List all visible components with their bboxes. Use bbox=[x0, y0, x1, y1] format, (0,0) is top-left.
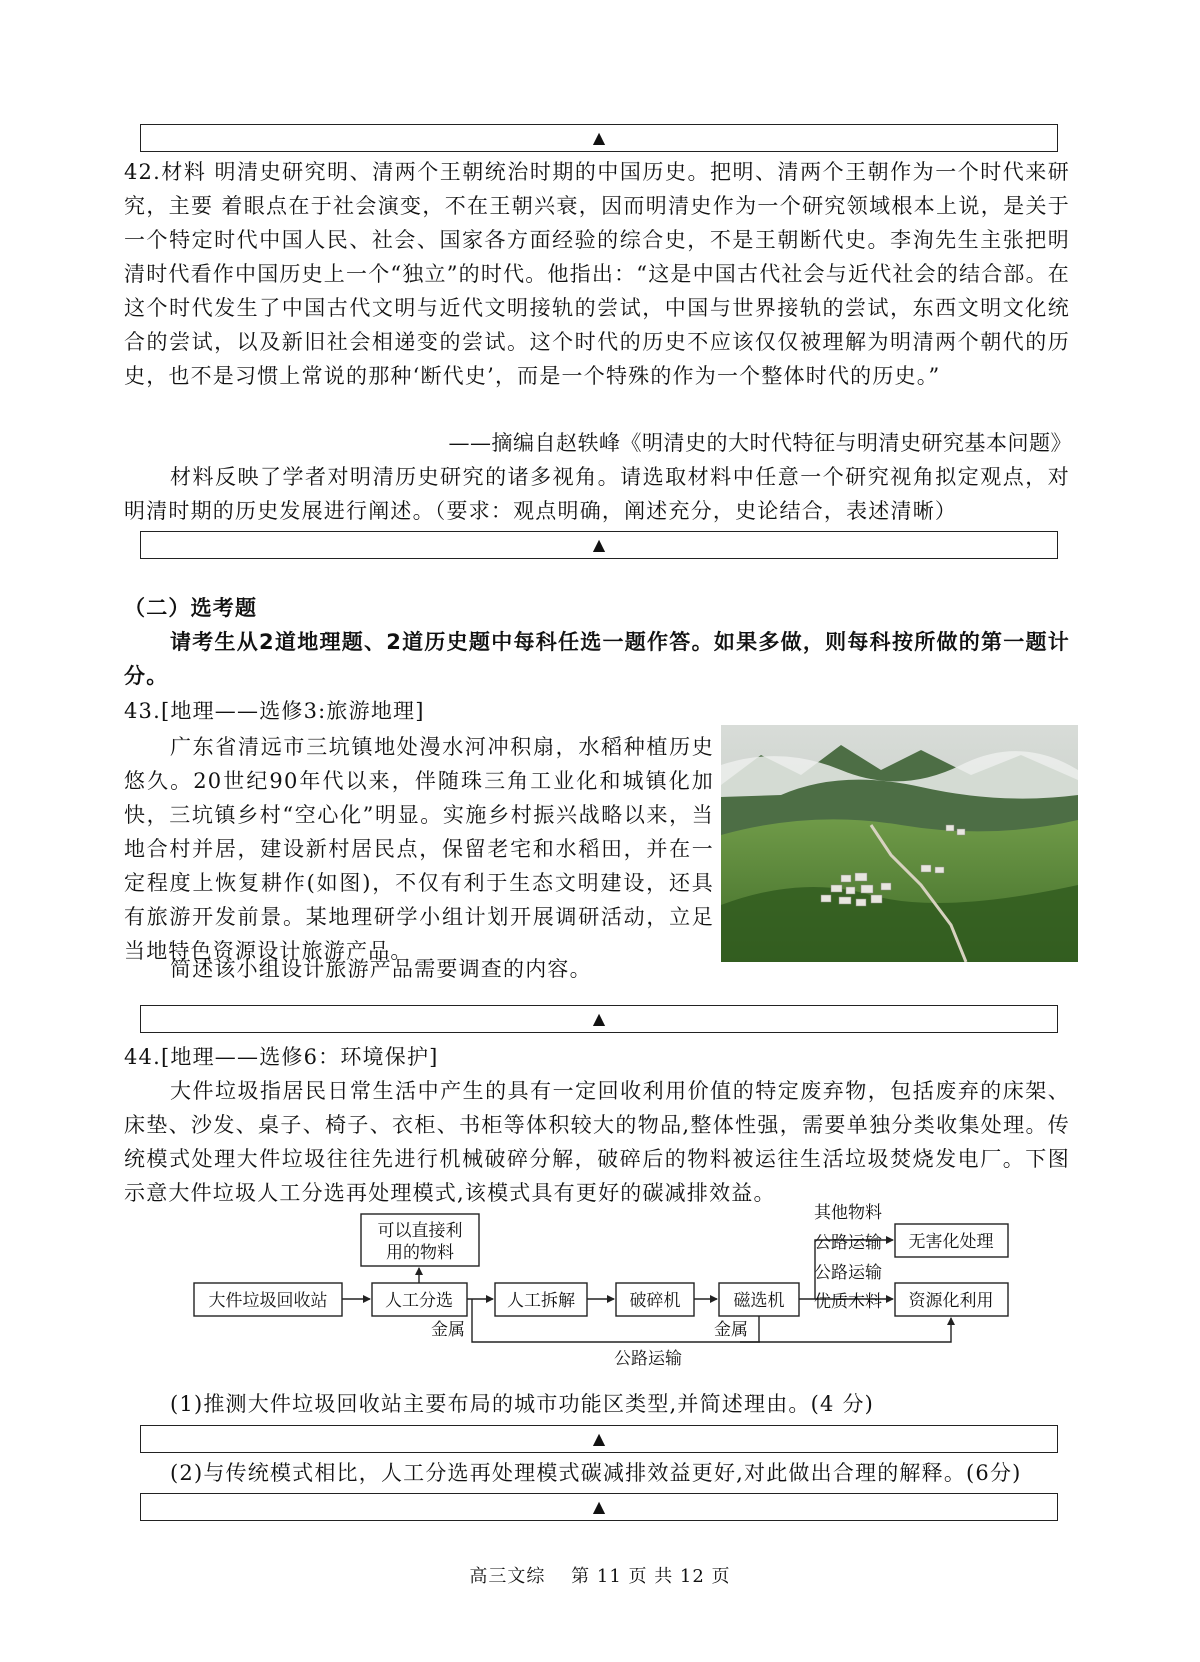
label-road-transport-2: 公路运输 bbox=[814, 1263, 882, 1283]
q43-body: 广东省清远市三坑镇地处漫水河冲积扇，水稻种植历史悠久。20世纪90年代以来，伴随珠三角工业化和城镇化加快，三坑镇乡村“空心化”明显。实施乡村振兴战略以来，当地合村并居，建设新村居民点，保留老宅和水稻田，并在一定程度上恢复耕作(如图)，不仅有利于生态文明建设，还具有旅游开发前景。某地理研学小组计划开展调研活动，立足当地特色资源设计旅游产品。 bbox=[124, 735, 714, 963]
q44-header: 44.[地理——选修6：环境保护] bbox=[124, 1045, 439, 1069]
section-title: （二）选考题 bbox=[124, 596, 258, 620]
answer-marker-icon: ▲ bbox=[592, 1497, 606, 1516]
label-metal-2: 金属 bbox=[714, 1320, 748, 1340]
node-harmless-label: 无害化处理 bbox=[908, 1232, 994, 1252]
section-instruction: 请考生从2道地理题、2道历史题中每科任选一题作答。如果多做，则每科按所做的第一题计分。 bbox=[124, 630, 1070, 688]
node-magnetic-label: 磁选机 bbox=[733, 1291, 785, 1311]
label-quality-wood: 优质木料 bbox=[814, 1292, 882, 1312]
q42-question: 材料反映了学者对明清历史研究的诸多视角。请选取材料中任意一个研究视角拟定观点，对明清时期的历史发展进行阐述。（要求：观点明确，阐述充分，史论结合，表述清晰） bbox=[124, 465, 1070, 523]
answer-marker-icon: ▲ bbox=[592, 1009, 606, 1028]
q44-body: 大件垃圾指居民日常生活中产生的具有一定回收利用价值的特定废弃物，包括废弃的床架、床垫、沙发、桌子、椅子、衣柜、书柜等体积较大的物品,整体性强，需要单独分类收集处理。传统模式处理大件垃圾往往先进行机械破碎分解，破碎后的物料被运往生活垃圾焚烧发电厂。下图示意大件垃圾人工分选再处理模式,该模式具有更好的碳减排效益。 bbox=[124, 1079, 1070, 1205]
q42-material: 42.材料 明清史研究明、清两个王朝统治时期的中国历史。把明、清两个王朝作为一个时代来研究，主要 着眼点在于社会演变，不在王朝兴衰，因而明清史作为一个研究领域根本上说，是关于一个特定时代中国人民、社会、国家各方面经验的综合史，不是王朝断代史。李洵先生主张把明清时代看作中国历史上一个“独立”的时代。他指出：“这是中国古代社会与近代社会的结合部。在这个时代发生了中国古代文明与近代文明接轨的尝试，中国与世界接轨的尝试，东西文明文化统合的尝试，以及新旧社会相递变的尝试。这个时代的历史不应该仅仅被理解为明清两个朝代的历史，也不是习惯上常说的那种‘断代史’，而是一个特殊的作为一个整体时代的历史。” bbox=[124, 160, 1071, 388]
arrow-metal-to-resource bbox=[740, 1318, 951, 1342]
answer-box[interactable] bbox=[140, 1425, 1058, 1453]
node-recycle-station-label: 大件垃圾回收站 bbox=[208, 1291, 328, 1311]
node-direct-use-label-2: 用的物料 bbox=[386, 1243, 454, 1263]
label-road-transport-bottom: 公路运输 bbox=[614, 1349, 682, 1369]
node-direct-use-label-1: 可以直接利 bbox=[377, 1221, 463, 1241]
answer-marker-icon: ▲ bbox=[592, 128, 606, 147]
label-other-materials: 其他物料 bbox=[814, 1203, 882, 1223]
node-dismantle-label: 人工拆解 bbox=[507, 1291, 575, 1311]
answer-box[interactable] bbox=[140, 1493, 1058, 1521]
q44-sub1: (1)推测大件垃圾回收站主要布局的城市功能区类型,并简述理由。(4 分) bbox=[170, 1392, 875, 1416]
node-resource-label: 资源化利用 bbox=[908, 1291, 994, 1311]
label-metal-1: 金属 bbox=[431, 1320, 465, 1340]
label-road-transport-1: 公路运输 bbox=[814, 1233, 882, 1253]
answer-marker-icon: ▲ bbox=[592, 535, 606, 554]
page-footer: 高三文综 第 11 页 共 12 页 bbox=[469, 1566, 731, 1587]
q42-source: ——摘编自赵轶峰《明清史的大时代特征与明清史研究基本问题》 bbox=[448, 431, 1072, 455]
q43-header: 43.[地理——选修3:旅游地理] bbox=[124, 699, 425, 723]
node-crusher-label: 破碎机 bbox=[629, 1291, 681, 1311]
answer-marker-icon: ▲ bbox=[592, 1429, 606, 1448]
q43-question: 简述该小组设计旅游产品需要调查的内容。 bbox=[170, 957, 592, 981]
q44-sub2: (2)与传统模式相比，人工分选再处理模式碳减排效益更好,对此做出合理的解释。(6分) bbox=[170, 1461, 1022, 1485]
node-manual-sort-label: 人工分选 bbox=[385, 1291, 453, 1311]
